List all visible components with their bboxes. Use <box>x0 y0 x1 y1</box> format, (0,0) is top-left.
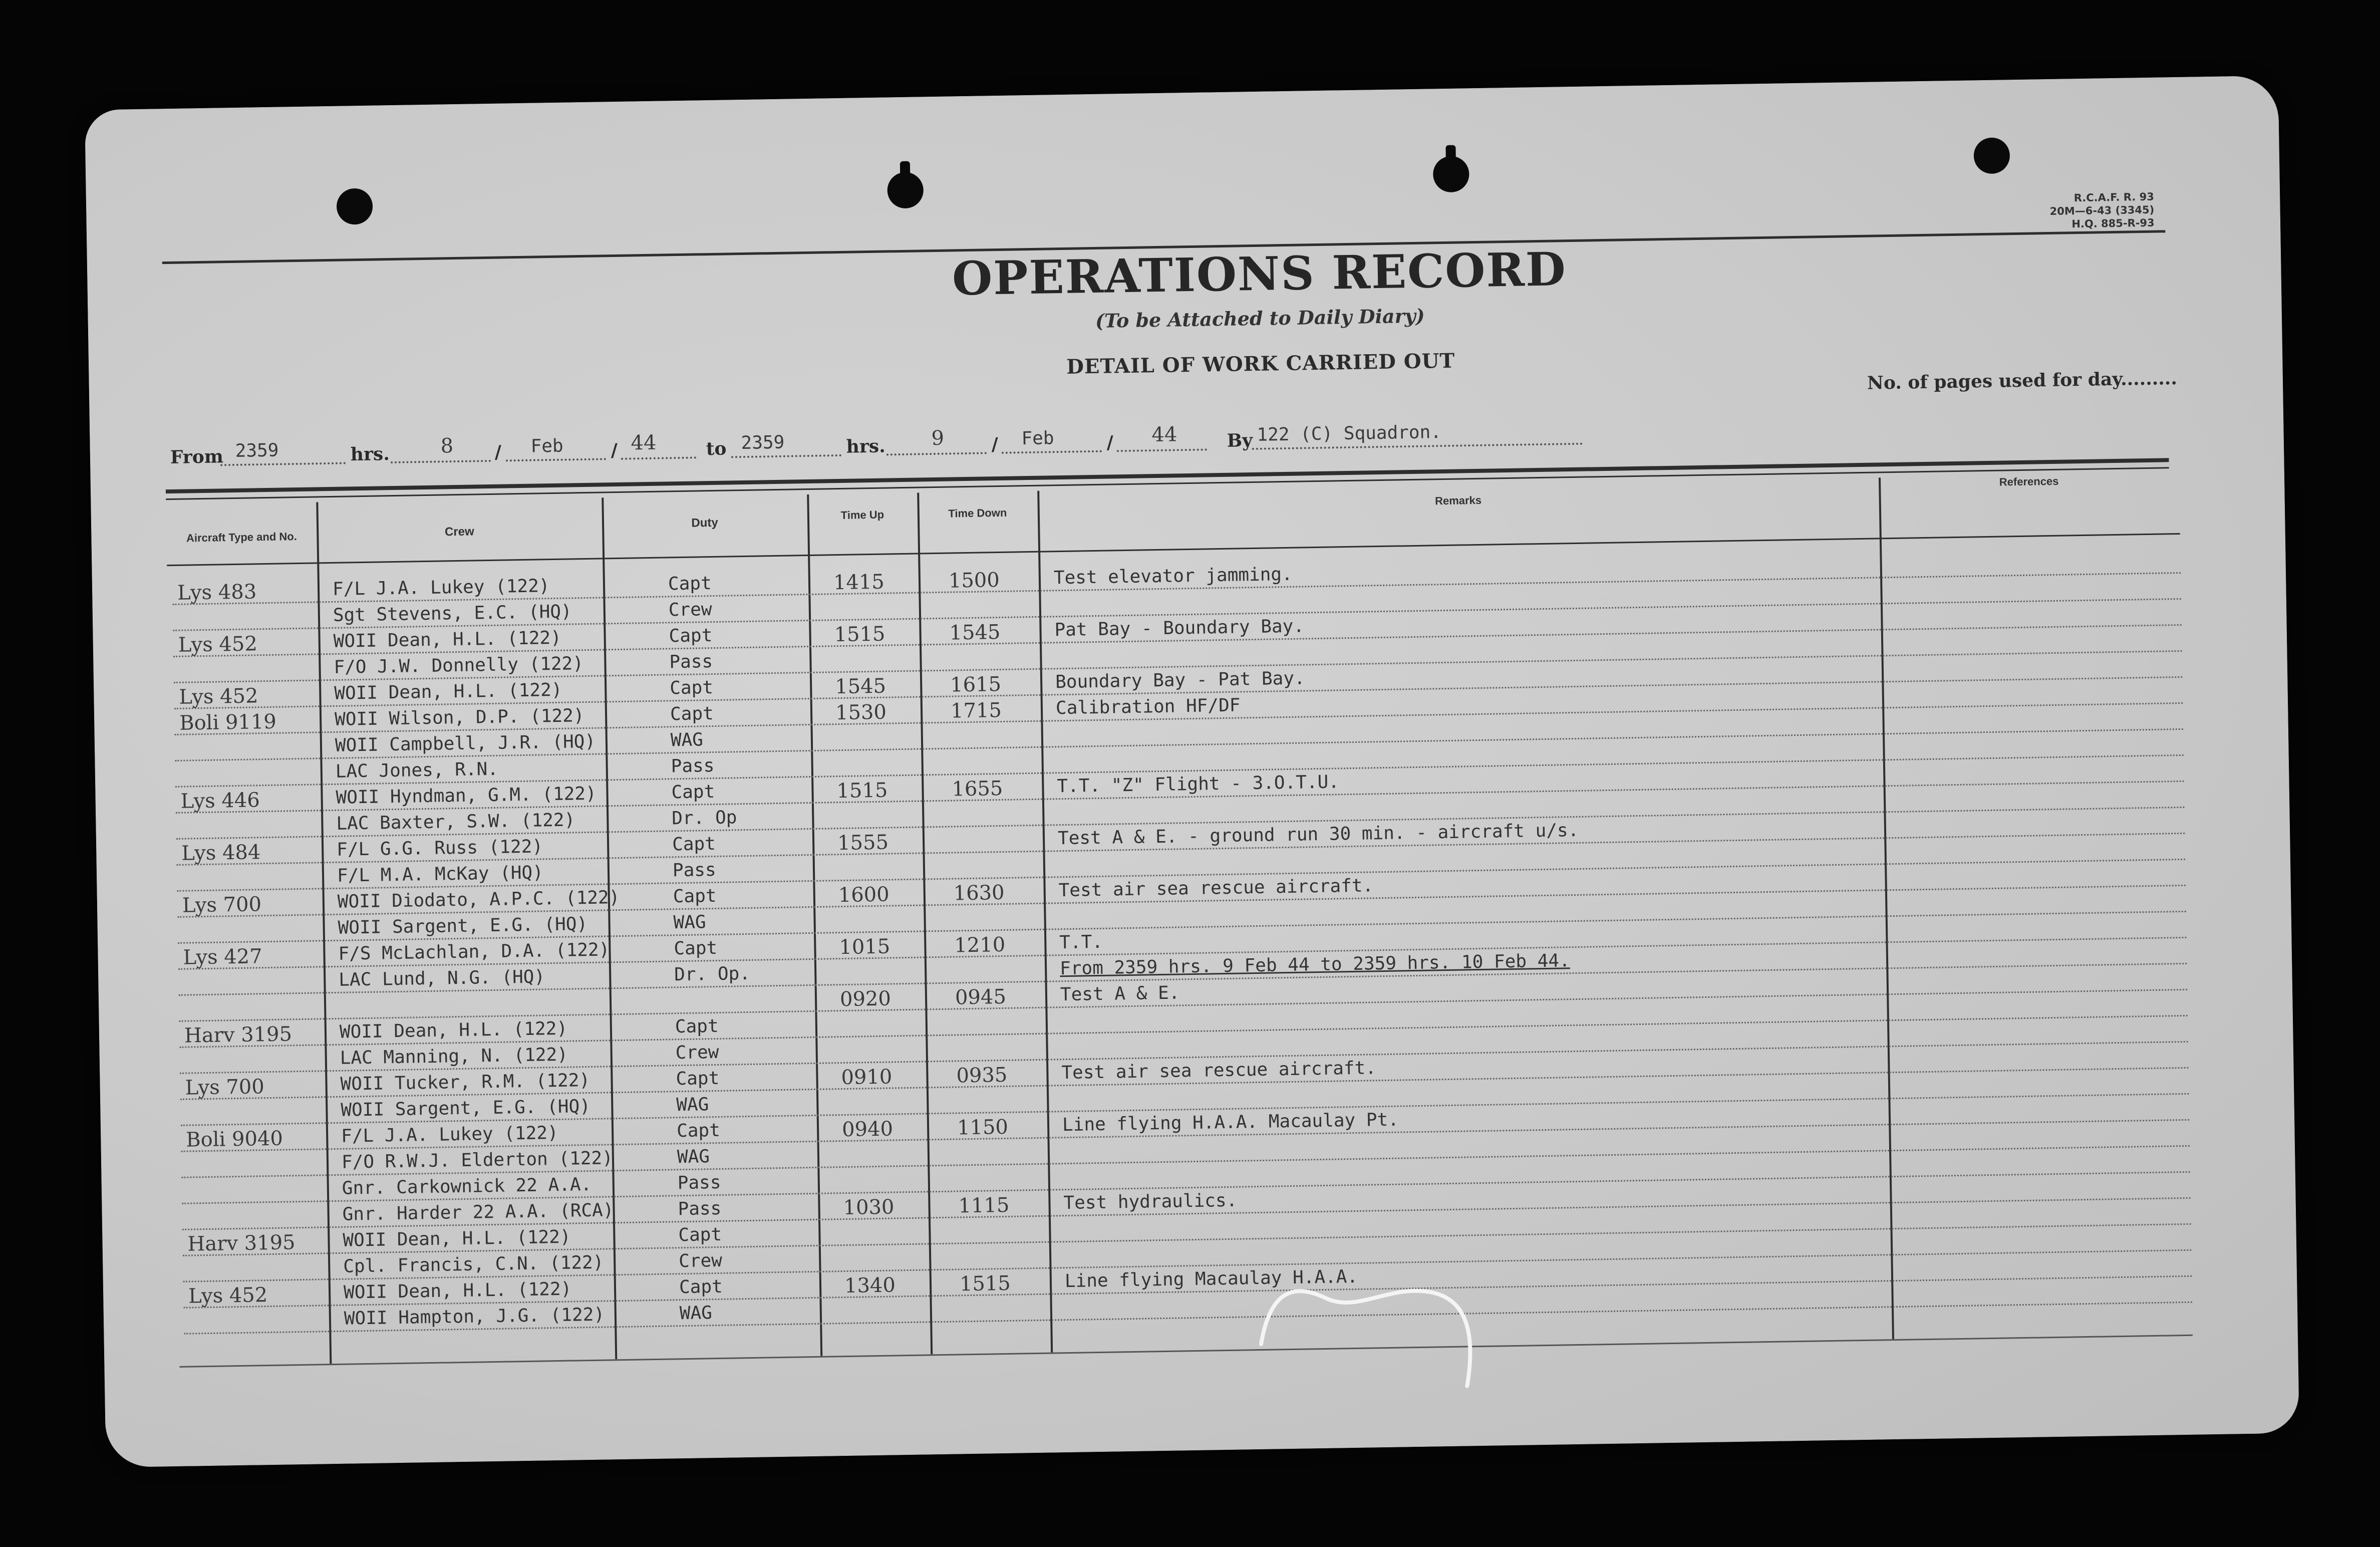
cell-aircraft: Harv 3195 <box>187 1231 295 1256</box>
cell-crew: LAC Baxter, S.W. (122) <box>336 810 575 834</box>
cell-time-down: 1630 <box>953 881 1005 905</box>
cell-duty: Pass <box>669 651 713 673</box>
cell-aircraft: Lys 484 <box>181 841 261 865</box>
cell-crew: WOII Diodato, A.P.C. (122) <box>337 887 620 912</box>
cell-time-up: 1555 <box>837 831 889 855</box>
to-label: to <box>706 438 727 460</box>
from-time: 2359 <box>235 440 279 461</box>
cell-time-up: 0920 <box>839 987 891 1011</box>
cell-remarks: Test hydraulics. <box>1063 1190 1238 1214</box>
cell-remarks: Line flying H.A.A. Macaulay Pt. <box>1062 1109 1399 1136</box>
detail-heading: DETAIL OF WORK CARRIED OUT <box>1066 349 1455 379</box>
cell-crew: F/O J.W. Donnelly (122) <box>334 653 584 678</box>
operations-table <box>166 473 2198 1386</box>
cell-duty: Pass <box>678 1198 722 1220</box>
cell-duty: Crew <box>678 1250 723 1272</box>
cell-duty: Capt <box>678 1224 722 1246</box>
cell-duty: WAG <box>670 729 704 751</box>
cell-crew: F/L G.G. Russ (122) <box>336 836 543 860</box>
from-month: Feb <box>530 435 563 457</box>
cell-time-down: 0945 <box>955 985 1007 1009</box>
col-header-aircraft: Aircraft Type and No. <box>186 530 298 545</box>
cell-time-up: 1415 <box>833 570 885 595</box>
cell-duty: Capt <box>668 573 712 595</box>
cell-duty: Capt <box>669 677 714 699</box>
cell-duty: Pass <box>671 755 715 777</box>
cell-duty: Capt <box>672 833 716 855</box>
cell-crew: F/O R.W.J. Elderton (122) <box>341 1148 614 1173</box>
from-day: 8 <box>440 434 454 458</box>
cell-time-down: 1210 <box>954 933 1006 957</box>
cell-duty: Capt <box>679 1276 723 1298</box>
cell-crew: WOII Dean, H.L. (122) <box>333 627 562 652</box>
date-range-line: From 2359 hrs. 8 / Feb / 44 to 2359 hrs. 9 / Feb / 44 By 122 (C) Squadron. <box>170 418 1673 477</box>
cell-duty: Pass <box>672 859 716 881</box>
from-year: 44 <box>631 431 657 455</box>
cell-duty: WAG <box>679 1303 713 1324</box>
row-rule <box>179 989 2188 1022</box>
cell-remarks: Test A & E. <box>1060 982 1180 1005</box>
hrs-label: hrs. <box>350 443 390 465</box>
form-title: OPERATIONS RECORD <box>952 242 1567 306</box>
cell-crew: WOII Dean, H.L. (122) <box>343 1278 572 1303</box>
cell-time-up: 1545 <box>834 674 886 699</box>
operations-record-card <box>85 76 2299 1467</box>
cell-duty: WAG <box>676 1094 709 1116</box>
cell-duty: Capt <box>676 1120 721 1142</box>
form-number: R.C.A.F. R. 93 20M—6-43 (3345) H.Q. 885-R-93 <box>2049 190 2155 230</box>
pencil-mark <box>1255 1275 1518 1409</box>
cell-duty: Capt <box>669 625 713 647</box>
punch-hole <box>1433 156 1469 192</box>
cell-duty: Capt <box>673 885 717 907</box>
to-time: 2359 <box>741 432 785 454</box>
cell-remarks: T.T. <box>1059 931 1103 953</box>
cell-time-down: 1500 <box>948 568 1000 593</box>
cell-duty: WAG <box>677 1146 710 1168</box>
cell-aircraft: Lys 452 <box>188 1283 268 1308</box>
cell-crew: WOII Campbell, J.R. (HQ) <box>335 731 596 756</box>
cell-crew: WOII Wilson, D.P. (122) <box>334 705 584 730</box>
cell-duty: Capt <box>675 1015 719 1038</box>
cell-aircraft: Lys 452 <box>179 684 258 709</box>
to-month: Feb <box>1021 428 1054 449</box>
cell-remarks: Test air sea rescue aircraft. <box>1058 875 1374 901</box>
cell-crew: LAC Jones, R.N. <box>335 758 499 782</box>
cell-duty: WAG <box>673 912 706 933</box>
cell-duty: Crew <box>675 1042 719 1064</box>
cell-crew: F/L J.A. Lukey (122) <box>332 576 550 600</box>
cell-duty: Capt <box>674 937 718 959</box>
cell-remarks: Test A & E. - ground run 30 min. - aircraft u/s. <box>1057 820 1579 849</box>
cell-remarks: Calibration HF/DF <box>1055 695 1241 719</box>
cell-duty: Dr. Op. <box>674 963 751 985</box>
cell-duty: Capt <box>670 703 714 725</box>
cell-aircraft: Boli 9040 <box>185 1127 283 1152</box>
cell-crew: WOII Tucker, R.M. (122) <box>340 1070 590 1095</box>
cell-aircraft: Harv 3195 <box>184 1022 292 1048</box>
col-header-time-up: Time Up <box>840 508 884 522</box>
col-header-duty: Duty <box>691 515 718 530</box>
cell-aircraft: Boli 9119 <box>179 710 277 735</box>
cell-remarks: Pat Bay - Boundary Bay. <box>1054 616 1305 641</box>
by-label: By <box>1227 430 1253 451</box>
cell-crew: WOII Dean, H.L. (122) <box>343 1226 571 1251</box>
cell-aircraft: Lys 700 <box>182 893 262 917</box>
to-day: 9 <box>931 426 945 450</box>
cell-remarks: From 2359 hrs. 9 Feb 44 to 2359 hrs. 10 Feb 44. <box>1059 950 1571 979</box>
cell-duty: Capt <box>676 1068 720 1090</box>
cell-crew: LAC Lund, N.G. (HQ) <box>339 966 545 990</box>
cell-crew: WOII Hyndman, G.M. (122) <box>336 783 597 808</box>
cell-time-down: 1515 <box>959 1271 1011 1296</box>
cell-crew: F/L J.A. Lukey (122) <box>341 1122 558 1147</box>
cell-remarks: Boundary Bay - Pat Bay. <box>1055 668 1305 693</box>
cell-aircraft: Lys 700 <box>185 1075 265 1100</box>
cell-crew: Gnr. Carkownick 22 A.A. <box>342 1174 592 1199</box>
cell-time-down: 1150 <box>957 1115 1009 1140</box>
cell-time-down: 1115 <box>958 1193 1010 1218</box>
cell-duty: Crew <box>668 599 712 621</box>
cell-crew: WOII Dean, H.L. (122) <box>339 1018 568 1043</box>
cell-time-down: 1615 <box>950 672 1002 697</box>
form-subtitle: (To be Attached to Daily Diary) <box>1095 304 1425 332</box>
col-header-crew: Crew <box>444 525 474 539</box>
cell-time-down: 0935 <box>956 1063 1008 1088</box>
col-header-references: References <box>1999 474 2059 488</box>
cell-time-up: 1030 <box>843 1195 895 1220</box>
unit-name: 122 (C) Squadron. <box>1257 422 1442 445</box>
cell-crew: F/L M.A. McKay (HQ) <box>337 862 544 886</box>
cell-time-down: 1715 <box>950 698 1002 723</box>
cell-crew: Gnr. Harder 22 A.A. (RCA) <box>342 1200 614 1225</box>
cell-time-down: 1545 <box>949 620 1001 645</box>
cell-duty: Capt <box>671 781 715 803</box>
punch-hole <box>887 172 924 208</box>
cell-time-up: 1530 <box>835 700 887 725</box>
cell-remarks: Line flying Macaulay H.A.A. <box>1064 1266 1358 1292</box>
cell-duty: Dr. Op <box>672 807 737 829</box>
cell-time-up: 0940 <box>841 1117 894 1142</box>
to-year: 44 <box>1151 423 1177 447</box>
punch-hole <box>337 188 373 225</box>
cell-time-up: 1340 <box>844 1273 896 1298</box>
cell-crew: WOII Sargent, E.G. (HQ) <box>341 1096 591 1121</box>
cell-remarks: Test elevator jamming. <box>1053 564 1293 589</box>
col-header-remarks: Remarks <box>1434 493 1482 507</box>
cell-crew: WOII Sargent, E.G. (HQ) <box>338 913 588 938</box>
cell-aircraft: Lys 427 <box>183 945 262 969</box>
cell-time-up: 1015 <box>839 935 890 959</box>
cell-crew: WOII Hampton, J.G. (122) <box>344 1304 605 1329</box>
cell-aircraft: Lys 446 <box>180 789 260 813</box>
cell-time-up: 1600 <box>838 883 889 907</box>
cell-aircraft: Lys 452 <box>178 632 258 657</box>
cell-crew: Sgt Stevens, E.C. (HQ) <box>333 601 572 626</box>
cell-crew: Cpl. Francis, C.N. (122) <box>343 1252 604 1277</box>
cell-crew: WOII Dean, H.L. (122) <box>334 679 562 704</box>
col-header-time-down: Time Down <box>948 506 1007 520</box>
pages-used-label: No. of pages used for day......... <box>1867 368 2178 394</box>
cell-crew: LAC Manning, N. (122) <box>340 1044 568 1069</box>
cell-time-up: 1515 <box>834 622 885 647</box>
hrs-label-2: hrs. <box>846 435 886 457</box>
punch-hole <box>1973 137 2010 174</box>
cell-duty: Pass <box>677 1172 721 1194</box>
cell-remarks: Test air sea rescue aircraft. <box>1061 1058 1377 1084</box>
cell-time-up: 0910 <box>841 1065 892 1090</box>
cell-time-up: 1515 <box>836 779 888 803</box>
from-label: From <box>170 446 224 468</box>
cell-time-down: 1655 <box>952 777 1003 801</box>
cell-aircraft: Lys 483 <box>177 580 257 605</box>
cell-crew: F/S McLachlan, D.A. (122) <box>338 939 610 964</box>
cell-remarks: T.T. "Z" Flight - 3.O.T.U. <box>1057 771 1340 797</box>
